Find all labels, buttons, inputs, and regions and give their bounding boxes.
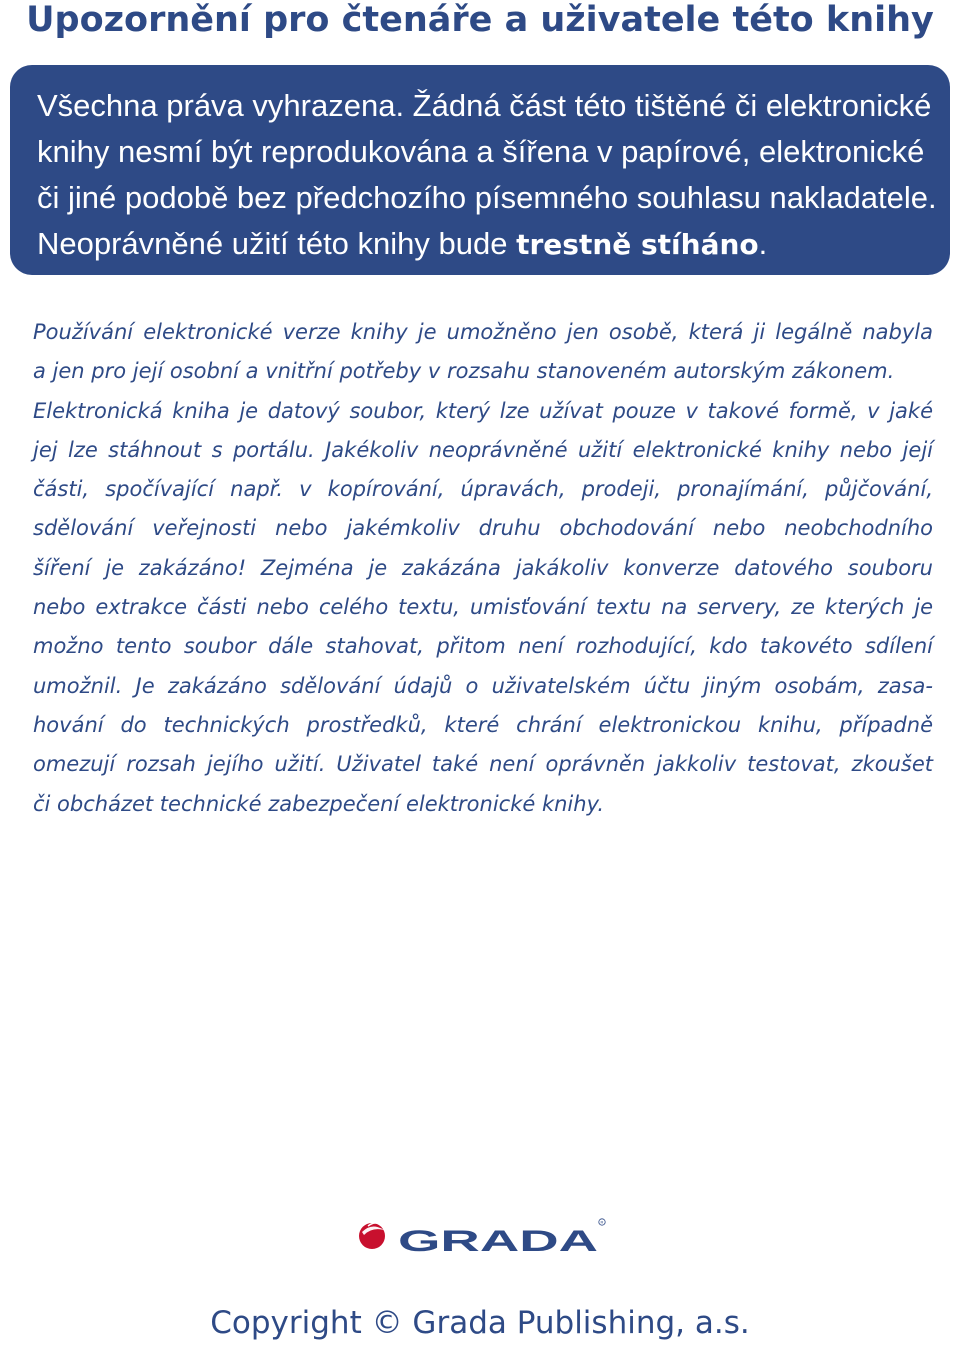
body-line: šíření je zakázáno! Zejména je zakázána jakákoliv konverze datového souboru bbox=[33, 555, 933, 580]
logo-wordmark: GRADA bbox=[398, 1225, 598, 1254]
registered-mark-icon bbox=[599, 1219, 605, 1225]
body-line: umožnil. Je zakázáno sdělování údajů o uživatelském účtu jiným osobám, zasa- bbox=[33, 673, 933, 698]
body-line: omezují rozsah jejího užití. Uživatel také není oprávněn jakkoliv testovat, zkoušet bbox=[33, 752, 933, 777]
grada-mark-icon bbox=[359, 1223, 385, 1249]
body-line: a jen pro její osobní a vnitřní potřeby v rozsahu stanoveném autorským zákonem. bbox=[33, 359, 895, 384]
notice-emphasis: trestně stíháno bbox=[516, 228, 759, 261]
copyright-notice: Copyright © Grada Publishing, a.s. bbox=[210, 1305, 750, 1341]
notice-last-line-suffix: . bbox=[758, 226, 768, 261]
usage-terms-text bbox=[33, 313, 933, 824]
notice-line: Všechna práva vyhrazena. Žádná část této tištěné či elektronické bbox=[37, 88, 932, 123]
notice-last-line bbox=[37, 221, 930, 268]
body-line: jej lze stáhnout s portálu. Jakékoliv neoprávněné užití elektronické knihy nebo její bbox=[33, 437, 933, 462]
body-line: možno tento soubor dále stahovat, přitom není rozhodující, kdo takovéto sdílení bbox=[33, 634, 933, 659]
body-line: sdělování veřejnosti nebo jakémkoliv druhu obchodování nebo neobchodního bbox=[33, 516, 933, 541]
body-line: či obcházet technické zabezpečení elektronické knihy. bbox=[33, 791, 605, 816]
grada-logo bbox=[358, 1218, 608, 1254]
rights-notice-box bbox=[10, 65, 950, 275]
body-line: části, spočívající např. v kopírování, úpravách, prodeji, pronajímání, půjčování, bbox=[33, 477, 933, 502]
notice-line: či jiné podobě bez předchozího písemného souhlasu nakladatele. bbox=[37, 180, 937, 215]
body-line: Elektronická kniha je datový soubor, který lze užívat pouze v takové formě, v jaké bbox=[33, 398, 933, 423]
body-line: hování do technických prostředků, které chrání elektronickou knihu, případně bbox=[33, 712, 933, 737]
body-line: nebo extrakce části nebo celého textu, umisťování textu na servery, ze kterých je bbox=[33, 595, 933, 620]
notice-line: knihy nesmí být reprodukována a šířena v papírové, elektronické bbox=[37, 134, 925, 169]
svg-text:R: R bbox=[600, 1219, 604, 1225]
page-title: Upozornění pro čtenáře a uživatele této knihy bbox=[26, 0, 934, 40]
body-line: Používání elektronické verze knihy je umožněno jen osobě, která ji legálně nabyla bbox=[33, 320, 933, 344]
notice-last-line-prefix: Neoprávněné užití této knihy bude bbox=[37, 226, 517, 261]
